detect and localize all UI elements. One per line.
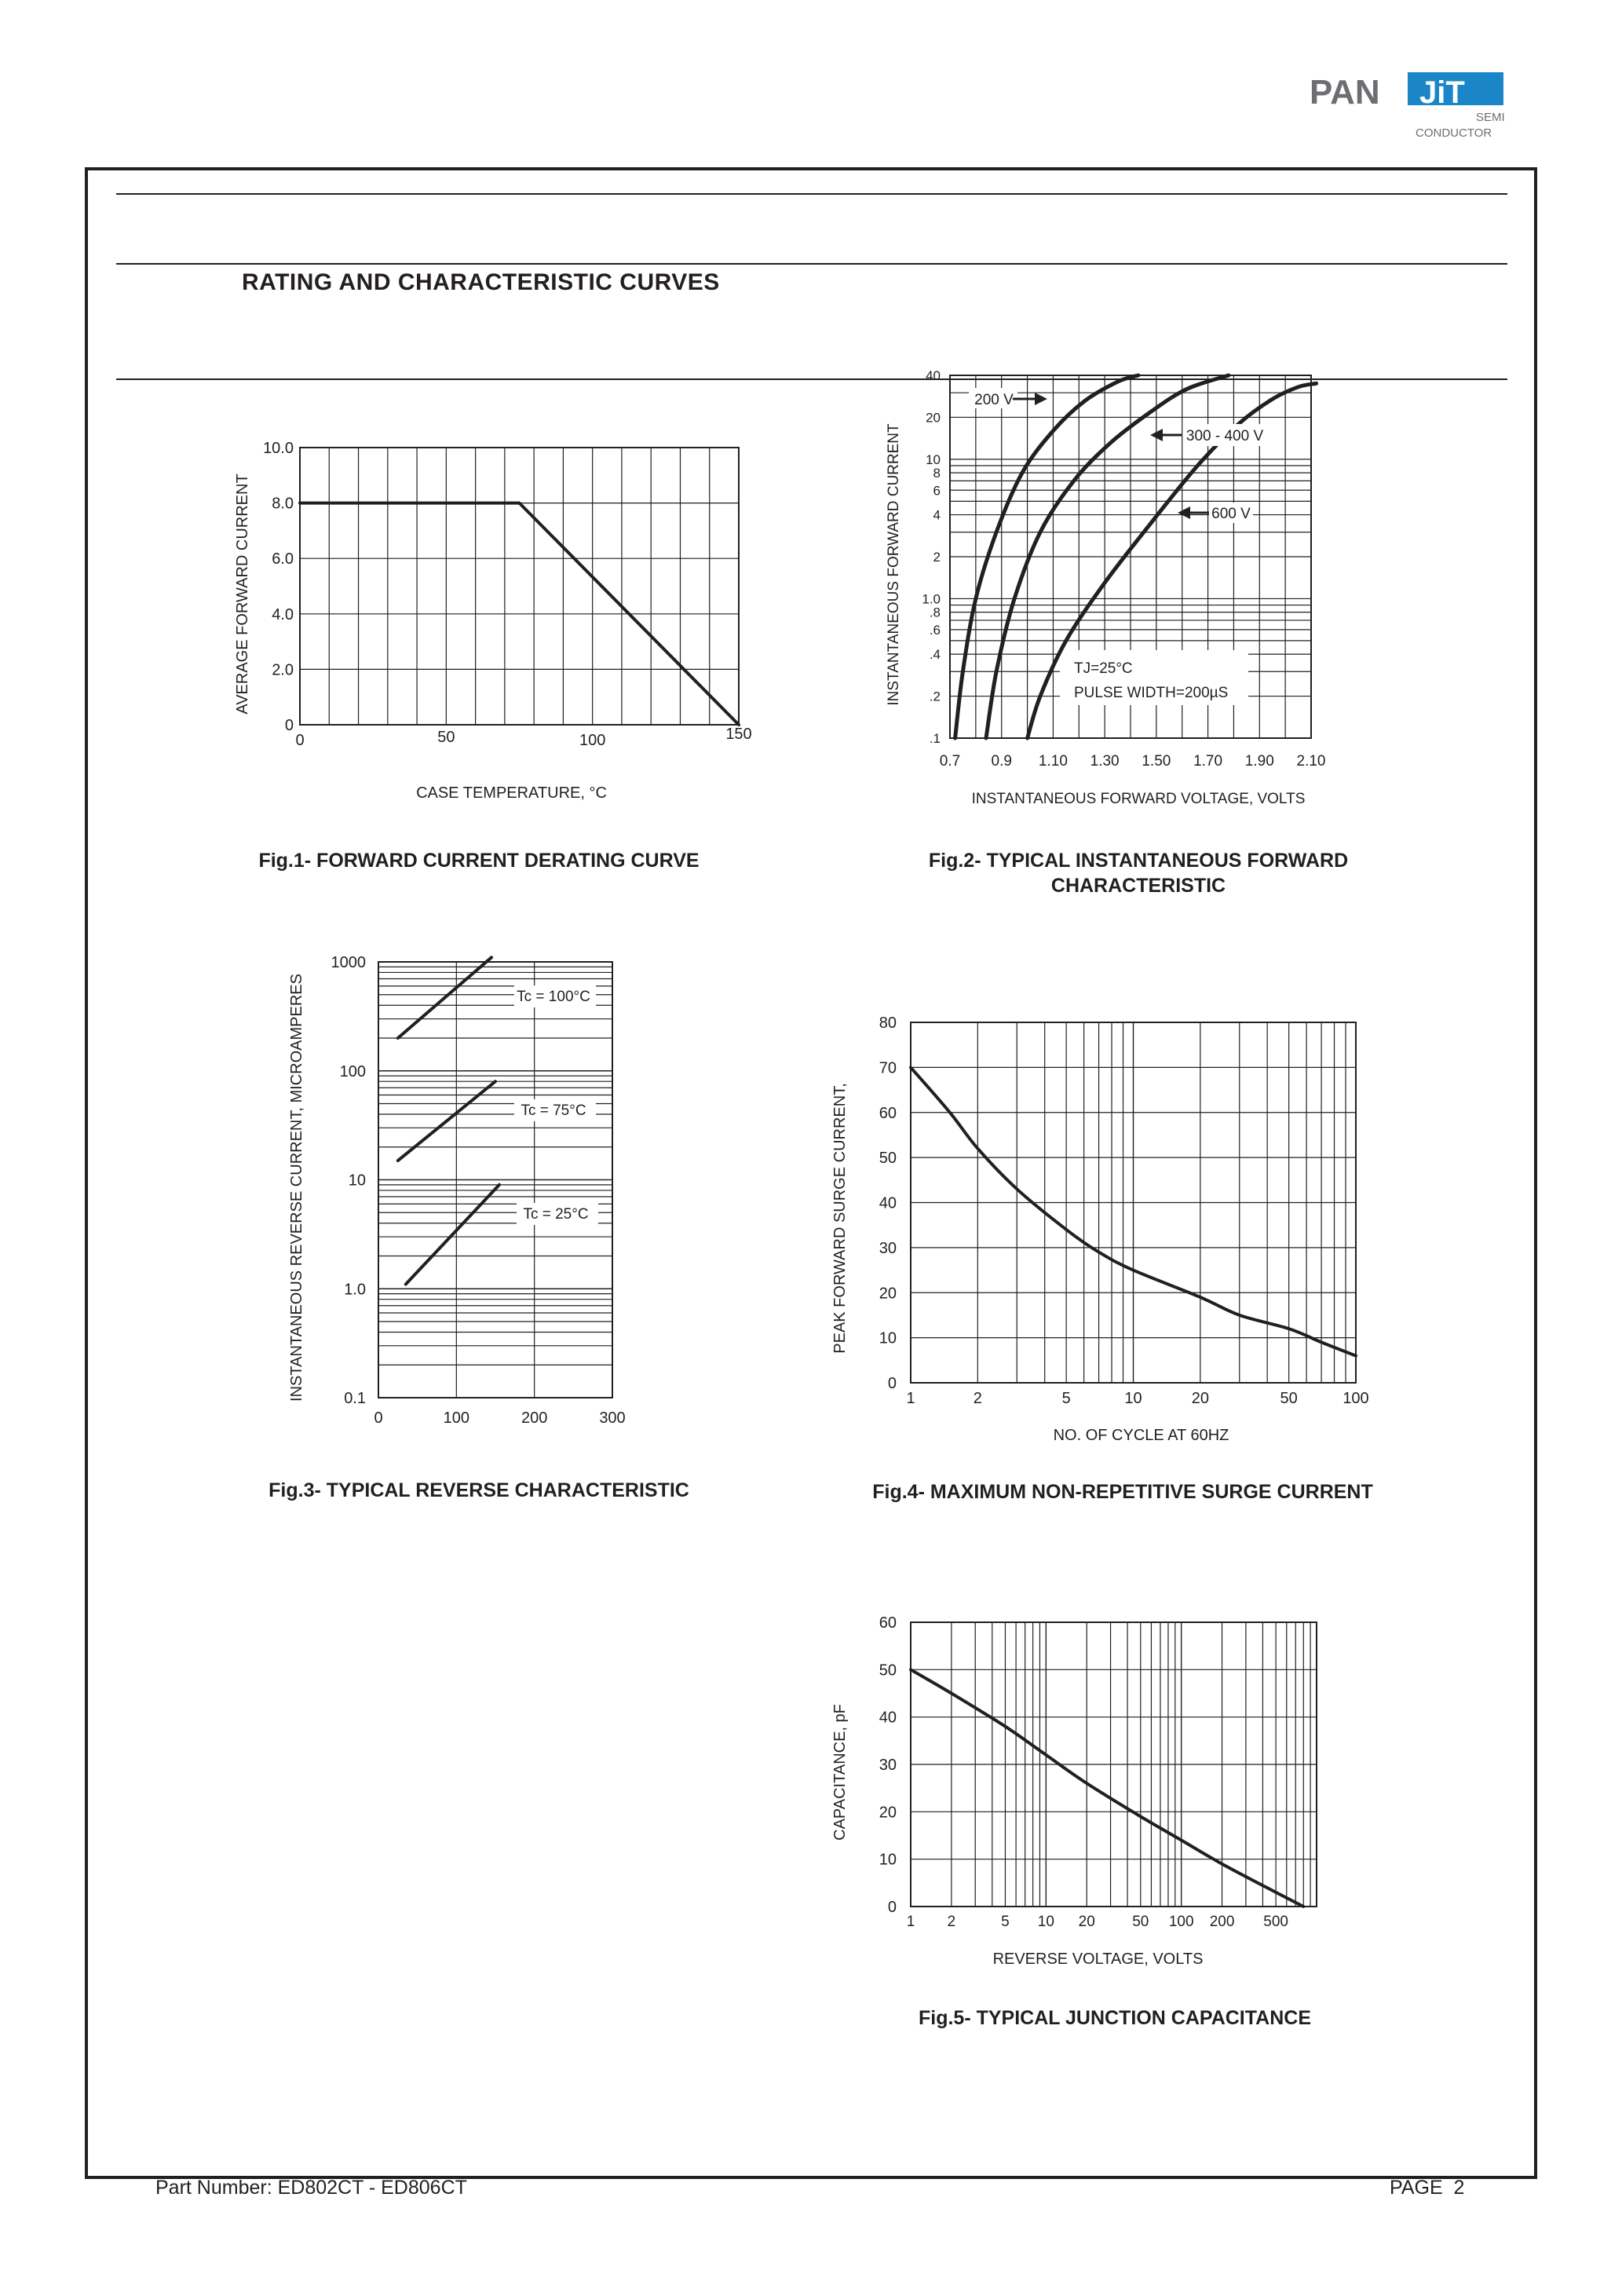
brand-logo [1310, 69, 1514, 155]
y-tick-label: .4 [929, 647, 941, 663]
rule-under-part [116, 263, 1507, 265]
brand-logo-graphic [1310, 69, 1514, 155]
annotation-pulse: PULSE WIDTH=200µS [1074, 685, 1229, 701]
x-tick-label: 2 [947, 1914, 956, 1930]
y-tick-label: 10 [348, 1172, 366, 1190]
x-axis-label: INSTANTANEOUS FORWARD VOLTAGE, VOLTS [971, 791, 1306, 807]
x-tick-label: 1.10 [1038, 753, 1068, 770]
y-tick-label: 40 [879, 1709, 897, 1727]
y-tick-label: 10 [879, 1329, 897, 1347]
x-axis-label: CASE TEMPERATURE, °C [416, 784, 607, 802]
y-axis-label: CAPACITANCE, pF [831, 1704, 849, 1841]
arrow-200v-head [1035, 393, 1047, 405]
x-tick-label: 10 [1037, 1914, 1054, 1930]
x-tick-label: 0.9 [991, 753, 1012, 770]
y-tick-label: 1000 [331, 954, 366, 971]
x-tick-label: 500 [1263, 1914, 1288, 1930]
y-tick-label: 20 [879, 1804, 897, 1822]
y-tick-label: 2 [933, 550, 941, 565]
y-tick-label: 4.0 [272, 605, 294, 623]
x-tick-label: 0 [295, 732, 305, 749]
x-tick-label: 0 [374, 1409, 383, 1427]
y-axis-label: AVERAGE FORWARD CURRENT [234, 473, 251, 715]
caption-fig2-line1: Fig.2- TYPICAL INSTANTANEOUS FORWARD [928, 850, 1349, 872]
y-tick-label: 10 [926, 452, 941, 467]
caption-fig4: Fig.4- MAXIMUM NON-REPETITIVE SURGE CURRENT [872, 1481, 1373, 1503]
x-tick-label: 200 [1209, 1914, 1235, 1930]
series-label-1: Tc = 75°C [521, 1102, 586, 1119]
y-tick-label: 6 [933, 483, 941, 499]
y-axis-label: INSTANTANEOUS FORWARD CURRENT [886, 423, 902, 706]
x-tick-label: 300 [599, 1409, 626, 1427]
plot-frame [300, 448, 739, 725]
y-tick-label: 1.0 [922, 591, 941, 607]
logo-jit-text: JiT [1419, 75, 1465, 110]
x-tick-label: 10 [1124, 1390, 1142, 1407]
chart-fig5 [816, 1594, 1358, 1979]
y-tick-label: 40 [879, 1194, 897, 1212]
x-tick-label: 150 [725, 726, 752, 743]
x-tick-label: 50 [1280, 1390, 1298, 1407]
y-tick-label: 100 [339, 1062, 366, 1080]
chart-fig3 [275, 927, 652, 1453]
x-tick-label: 100 [1343, 1390, 1369, 1407]
x-tick-label: 20 [1078, 1914, 1095, 1930]
x-tick-label: 2.10 [1296, 753, 1326, 770]
series-label-300-400v: 300 - 400 V [1185, 428, 1264, 444]
footer-part-number: Part Number: ED802CT - ED806CT [155, 2177, 467, 2199]
x-tick-label: 100 [443, 1409, 470, 1427]
y-tick-label: 0 [887, 1899, 897, 1916]
y-tick-label: .2 [929, 689, 941, 704]
x-tick-label: 1.70 [1193, 753, 1223, 770]
series-label-200v: 200 V [974, 392, 1014, 408]
y-tick-label: 60 [879, 1614, 897, 1632]
x-tick-label: 20 [1191, 1390, 1209, 1407]
x-tick-label: 1.90 [1244, 753, 1274, 770]
y-tick-label: 60 [879, 1104, 897, 1122]
page-title: RATING AND CHARACTERISTIC CURVES [242, 269, 720, 295]
caption-fig5: Fig.5- TYPICAL JUNCTION CAPACITANCE [918, 2007, 1311, 2029]
y-axis-label: INSTANTANEOUS REVERSE CURRENT, MICROAMPERES [288, 974, 305, 1402]
x-axis-label: NO. OF CYCLE AT 60HZ [1053, 1427, 1229, 1444]
series-curve [911, 1669, 1303, 1907]
footer-page-number: PAGE 2 [1390, 2177, 1465, 2199]
y-tick-label: .1 [929, 731, 941, 746]
y-tick-label: 8.0 [272, 495, 294, 513]
logo-pan-text: PAN [1310, 73, 1380, 112]
x-tick-label: 5 [1061, 1390, 1071, 1407]
y-tick-label: 6.0 [272, 550, 294, 569]
y-tick-label: 0 [887, 1375, 897, 1392]
y-tick-label: 8 [933, 466, 941, 481]
x-tick-label: 100 [1168, 1914, 1194, 1930]
x-axis-label: REVERSE VOLTAGE, VOLTS [992, 1951, 1204, 1968]
arrow-600v-head [1178, 506, 1190, 519]
series-line-0 [398, 957, 491, 1038]
y-tick-label: 2.0 [272, 661, 294, 679]
chart-fig1 [220, 424, 785, 832]
series-line-1 [398, 1081, 495, 1161]
y-tick-label: 20 [926, 410, 941, 426]
caption-fig1: Fig.1- FORWARD CURRENT DERATING CURVE [258, 850, 700, 872]
y-tick-label: 0.1 [344, 1390, 366, 1407]
x-tick-label: 200 [521, 1409, 548, 1427]
annotation-tj: TJ=25°C [1074, 660, 1133, 677]
y-tick-label: 4 [933, 507, 941, 523]
y-tick-label: 30 [879, 1239, 897, 1257]
x-tick-label: 1.50 [1142, 753, 1171, 770]
x-tick-label: 100 [579, 732, 606, 749]
rule-top [116, 193, 1507, 195]
y-tick-label: 0 [284, 717, 294, 734]
y-tick-label: 70 [879, 1059, 897, 1077]
series-label-600v: 600 V [1211, 506, 1251, 522]
x-tick-label: 1.30 [1090, 753, 1120, 770]
x-tick-label: 1 [906, 1914, 915, 1930]
logo-semi-text: SEMI [1476, 111, 1505, 124]
y-tick-label: .6 [929, 622, 941, 638]
x-tick-label: 5 [1001, 1914, 1010, 1930]
x-tick-label: 50 [437, 729, 455, 746]
x-tick-label: 0.7 [939, 753, 961, 770]
y-axis-label: PEAK FORWARD SURGE CURRENT, [831, 1083, 849, 1354]
y-tick-label: 20 [879, 1285, 897, 1303]
x-tick-label: 1 [906, 1390, 915, 1407]
y-tick-label: 10.0 [263, 440, 294, 457]
y-tick-label: 1.0 [344, 1281, 366, 1299]
logo-conductor-text: CONDUCTOR [1416, 126, 1492, 140]
series-label-0: Tc = 100°C [517, 989, 590, 1005]
y-tick-label: 80 [879, 1015, 897, 1032]
chart-fig2 [871, 361, 1421, 832]
series-label-2: Tc = 25°C [523, 1206, 589, 1223]
y-tick-label: .8 [929, 605, 941, 620]
x-tick-label: 2 [973, 1390, 982, 1407]
caption-fig2-line2: CHARACTERISTIC [1050, 875, 1226, 897]
y-tick-label: 10 [879, 1851, 897, 1869]
y-tick-label: 50 [879, 1662, 897, 1680]
y-tick-label: 30 [879, 1757, 897, 1774]
y-tick-label: 50 [879, 1150, 897, 1168]
y-tick-label: 40 [926, 368, 941, 383]
series-line-2 [406, 1185, 499, 1285]
chart-fig4 [816, 997, 1390, 1461]
caption-fig3: Fig.3- TYPICAL REVERSE CHARACTERISTIC [269, 1479, 689, 1501]
x-tick-label: 50 [1132, 1914, 1149, 1930]
